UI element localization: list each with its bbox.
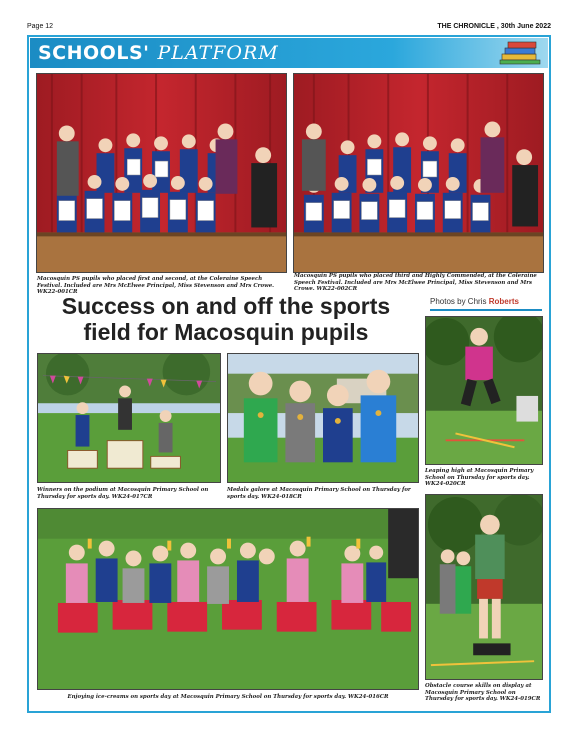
- group-photo-image: [294, 74, 543, 272]
- leaping-image: [426, 317, 542, 464]
- ice-creams-image: [38, 509, 418, 689]
- caption-speech-festival-first: Macosquin PS pupils who placed first and second, at the Coleraine Speech Festival. Included are Mrs McElwee Principal, Miss Stevenson and Mrs Crowe. WK22-001CR: [37, 276, 275, 296]
- books-icon: [498, 40, 542, 66]
- page-number: Page 12: [27, 22, 54, 30]
- photo-ice-creams: [37, 508, 419, 690]
- headline-line-1: Success on and off the sports: [61, 293, 391, 319]
- article-headline: [36, 293, 416, 345]
- caption-leaping-high: Leaping high at Macosquin Primary School on Thursday for sports day. WK24-020CR: [425, 468, 534, 488]
- publication-date: THE CHRONICLE , 30th June 2022: [437, 22, 551, 30]
- photo-speech-festival-first: [36, 73, 287, 273]
- photo-leaping-high: [425, 316, 543, 465]
- section-banner: [30, 38, 548, 68]
- caption-podium-winners: Winners on the podium at Macosquin Primary School on Thursday for sports day. WK24-017CR: [37, 487, 209, 500]
- podium-image: [38, 354, 220, 482]
- caption-speech-festival-third: Macosquin PS pupils who placed third and Highly Commended, at the Coleraine Speech Festival. Included are Mrs McElwee Principal, Miss Stevenson and Mrs Crowe. WK22-002CR: [294, 273, 537, 293]
- obstacle-image: [426, 495, 542, 679]
- group-photo-image: [37, 74, 286, 272]
- photo-obstacle-course: [425, 494, 543, 680]
- credit-prefix: Photos by Chris: [430, 297, 487, 306]
- caption-medals-galore: Medals galore at Macosquin Primary School on Thursday for sports day. WK24-018CR: [227, 487, 411, 500]
- medals-image: [228, 354, 418, 482]
- caption-ice-creams: Enjoying ice-creams on sports day at Macosquin Primary School on Thursday for sports day. WK24-016CR: [67, 694, 389, 700]
- headline-line-2: field for Macosquin pupils: [83, 319, 369, 345]
- banner-title: SCHOOLS': [38, 42, 150, 64]
- photo-medals-galore: [227, 353, 419, 483]
- caption-obstacle-course: Obstacle course skills on display at Macosquin Primary School on Thursday for sports day. WK24-019CR: [425, 683, 541, 703]
- photo-credit: [430, 297, 542, 311]
- photo-podium-winners: [37, 353, 221, 483]
- photo-speech-festival-third: [293, 73, 544, 273]
- credit-photographer: Roberts: [488, 297, 519, 306]
- banner-subtitle: PLATFORM: [157, 42, 279, 64]
- page-header: [27, 20, 551, 32]
